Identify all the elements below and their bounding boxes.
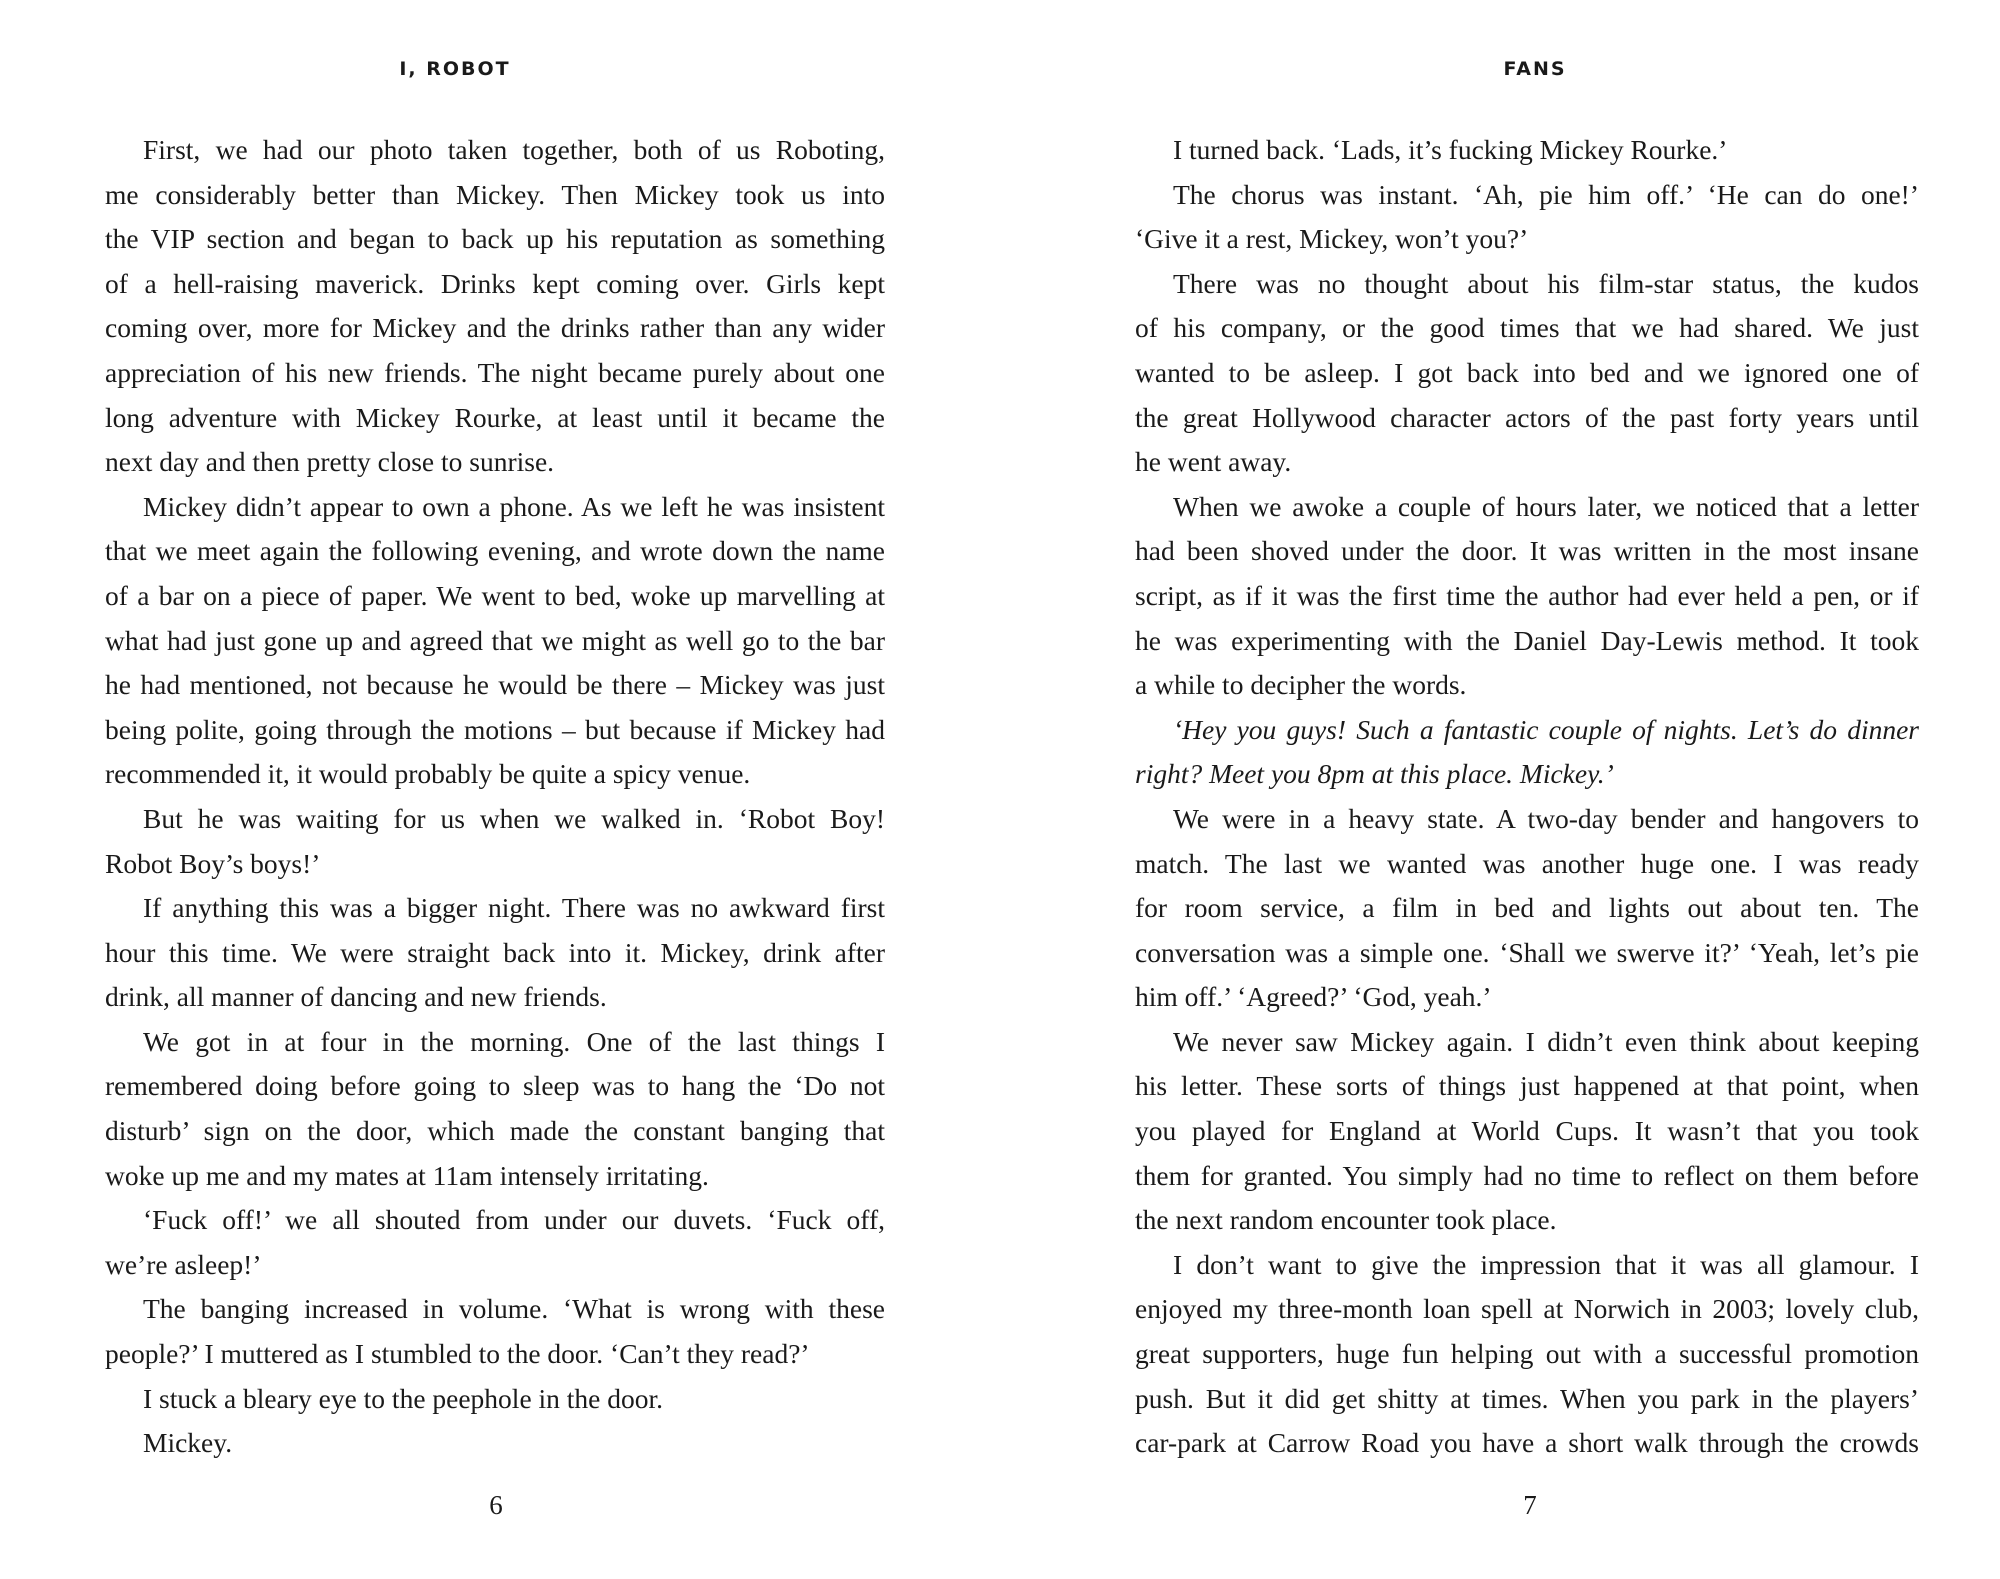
text-line: We got in at four in the morning. One of the last things I (143, 1025, 885, 1057)
text-line: the great Hollywood character actors of the past forty years until (1135, 401, 1919, 433)
text-line: We were in a heavy state. A two-day bender and hangovers to (1173, 802, 1919, 834)
text-line: remembered doing before going to sleep was to hang the ‘Do not (105, 1070, 885, 1102)
page-number: 7 (1523, 1490, 1537, 1520)
text-line: There was no thought about his film-star status, the kudos (1173, 267, 1919, 299)
text-line: he went away. (1135, 446, 1292, 478)
text-line: The chorus was instant. ‘Ah, pie him off.’ ‘He can do one!’ (1173, 178, 1919, 210)
text-line: a while to decipher the words. (1135, 669, 1467, 701)
text-line: recommended it, it would probably be quite a spicy venue. (105, 758, 751, 790)
text-line: enjoyed my three-month loan spell at Norwich in 2003; lovely club, (1135, 1293, 1919, 1325)
text-line: had been shoved under the door. It was written in the most insane (1135, 535, 1919, 567)
text-line: I don’t want to give the impression that it was all glamour. I (1173, 1248, 1919, 1280)
text-line: you played for England at World Cups. It wasn’t that you took (1135, 1115, 1919, 1147)
body-text (105, 128, 885, 1466)
text-line: the VIP section and began to back up his reputation as something (105, 223, 885, 255)
text-line: people?’ I muttered as I stumbled to the door. ‘Can’t they read?’ (105, 1338, 810, 1370)
running-head: FANS (1503, 58, 1567, 80)
text-line: for room service, a film in bed and lights out about ten. The (1135, 892, 1919, 924)
text-line: Robot Boy’s boys!’ (105, 847, 321, 879)
text-line: conversation was a simple one. ‘Shall we swerve it?’ ‘Yeah, let’s pie (1135, 936, 1919, 968)
text-line: Mickey didn’t appear to own a phone. As we left he was insistent (143, 490, 885, 522)
text-line: me considerably better than Mickey. Then Mickey took us into (105, 178, 885, 210)
text-line: next day and then pretty close to sunrise. (105, 446, 555, 478)
text-line: right? Meet you 8pm at this place. Mickey.’ (1135, 758, 1614, 790)
text-line: we’re asleep!’ (105, 1248, 262, 1280)
text-line: script, as if it was the first time the author had ever held a pen, or if (1135, 579, 1919, 611)
page-number: 6 (489, 1490, 503, 1520)
right-page (1000, 0, 2000, 1579)
body-text (1135, 128, 1919, 1466)
text-line: that we meet again the following evening, and wrote down the name (105, 535, 885, 567)
running-head: I, ROBOT (399, 58, 511, 80)
text-line: ‘Hey you guys! Such a fantastic couple of nights. Let’s do dinner (1173, 713, 1919, 745)
text-line: wanted to be asleep. I got back into bed and we ignored one of (1135, 356, 1919, 388)
text-line: of his company, or the good times that we had shared. We just (1135, 312, 1919, 344)
text-line: I turned back. ‘Lads, it’s fucking Mickey Rourke.’ (1173, 134, 1728, 165)
text-line: great supporters, huge fun helping out with a successful promotion (1135, 1338, 1919, 1370)
text-line: appreciation of his new friends. The night became purely about one (105, 356, 885, 388)
text-line: long adventure with Mickey Rourke, at least until it became the (105, 401, 885, 433)
text-line: ‘Give it a rest, Mickey, won’t you?’ (1135, 223, 1529, 255)
text-line: his letter. These sorts of things just happened at that point, when (1135, 1070, 1919, 1102)
text-line: coming over, more for Mickey and the drinks rather than any wider (105, 312, 885, 344)
text-line: drink, all manner of dancing and new friends. (105, 981, 607, 1013)
text-line: If anything this was a bigger night. There was no awkward first (143, 892, 885, 924)
text-line: what had just gone up and agreed that we might as well go to the bar (105, 624, 885, 656)
text-line: he had mentioned, not because he would be there – Mickey was just (105, 669, 885, 701)
text-line: disturb’ sign on the door, which made the constant banging that (105, 1115, 885, 1147)
text-line: hour this time. We were straight back into it. Mickey, drink after (105, 936, 885, 968)
text-line: When we awoke a couple of hours later, we noticed that a letter (1173, 490, 1919, 522)
text-line: ‘Fuck off!’ we all shouted from under our duvets. ‘Fuck off, (143, 1204, 885, 1236)
text-line: being polite, going through the motions – but because if Mickey had (105, 713, 885, 745)
text-line: woke up me and my mates at 11am intensely irritating. (105, 1159, 709, 1191)
text-line: We never saw Mickey again. I didn’t even think about keeping (1173, 1025, 1919, 1057)
text-line: Mickey. (143, 1427, 233, 1459)
text-line: I stuck a bleary eye to the peephole in the door. (143, 1382, 664, 1414)
text-line: them for granted. You simply had no time to reflect on them before (1135, 1159, 1919, 1191)
text-line: he was experimenting with the Daniel Day-Lewis method. It took (1135, 624, 1919, 656)
text-line: But he was waiting for us when we walked in. ‘Robot Boy! (143, 802, 885, 834)
text-line: the next random encounter took place. (1135, 1204, 1557, 1236)
text-line: match. The last we wanted was another huge one. I was ready (1135, 847, 1919, 879)
text-line: push. But it did get shitty at times. When you park in the players’ (1135, 1382, 1919, 1414)
text-line: First, we had our photo taken together, both of us Roboting, (143, 134, 885, 165)
text-line: car-park at Carrow Road you have a short walk through the crowds (1135, 1427, 1919, 1459)
text-line: of a bar on a piece of paper. We went to bed, woke up marvelling at (105, 579, 885, 611)
text-line: him off.’ ‘Agreed?’ ‘God, yeah.’ (1135, 981, 1492, 1013)
text-line: The banging increased in volume. ‘What is wrong with these (143, 1293, 885, 1325)
text-line: of a hell-raising maverick. Drinks kept coming over. Girls kept (105, 267, 885, 299)
